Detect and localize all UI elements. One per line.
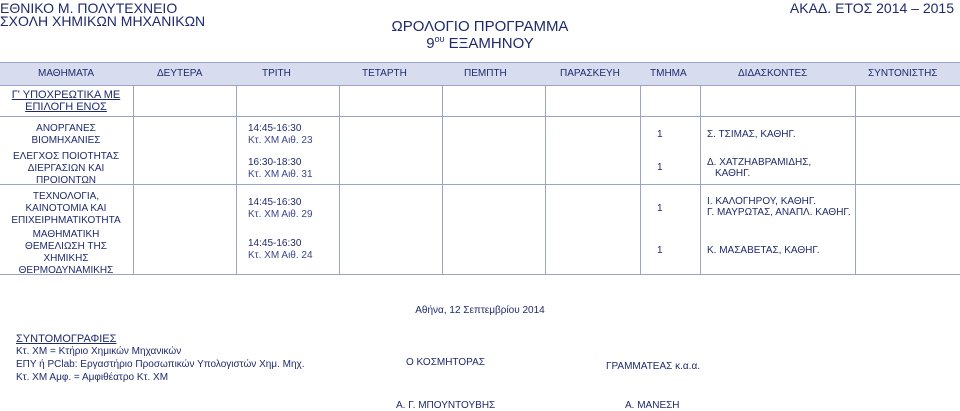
- abbreviation-line: Κτ. ΧΜ = Κτήριο Χημικών Μηχανικών: [16, 346, 182, 357]
- column-divider: [545, 86, 546, 274]
- table-header: [0, 62, 960, 86]
- row-divider: [0, 274, 960, 275]
- school-name: ΣΧΟΛΗ ΧΗΜΙΚΩΝ ΜΗΧΑΝΙΚΩΝ: [0, 13, 206, 29]
- course-teachers: [707, 129, 796, 140]
- col-monday: ΔΕΥΤΕΡΑ: [157, 68, 203, 79]
- secretary-title: ΓΡΑΜΜΑΤΕΑΣ κ.α.α.: [606, 361, 700, 372]
- col-friday: ΠΑΡΑΣΚΕΥΗ: [560, 68, 620, 79]
- teacher-line: Δ. ΧΑΤΖΗΑΒΡΑΜΙΔΗΣ,: [707, 157, 812, 168]
- semester-label: [0, 34, 960, 52]
- academic-year: ΑΚΑΔ. ΕΤΟΣ 2014 – 2015: [789, 0, 954, 16]
- abbreviation-line: Κτ. ΧΜ Αμφ. = Αμφιθέατρο Κτ. ΧΜ: [16, 372, 169, 383]
- semester-number: 9: [426, 35, 435, 52]
- slot-room: Κτ. ΧΜ Αιθ. 29: [248, 209, 313, 220]
- dean-title: Ο ΚΟΣΜΗΤΟΡΑΣ: [406, 357, 485, 368]
- column-divider: [133, 86, 134, 274]
- page-title: ΩΡΟΛΟΓΙΟ ΠΡΟΓΡΑΜΜΑ: [391, 18, 569, 35]
- column-divider: [339, 86, 340, 274]
- slot-room: Κτ. ΧΜ Αιθ. 31: [248, 169, 313, 180]
- slot-time: 16:30-18:30: [248, 157, 302, 168]
- course-name: ΑΝΟΡΓΑΝΕΣ ΒΙΟΜΗΧΑΝΙΕΣ: [31, 123, 101, 146]
- course-name: ΜΑΘΗΜΑΤΙΚΗ ΘΕΜΕΛΙΩΣΗ ΤΗΣ ΧΗΜΙΚΗΣ ΘΕΡΜΟΔΥΝΑΜΙΚΗΣ: [18, 229, 114, 276]
- course-section: 1: [657, 245, 663, 256]
- col-thursday: ΠΕΜΠΤΗ: [464, 68, 507, 79]
- column-divider: [855, 86, 856, 274]
- course-teachers: [707, 196, 851, 218]
- teacher-line: ΚΑΘΗΓ.: [715, 168, 751, 179]
- row-divider: [0, 116, 960, 117]
- column-divider: [442, 86, 443, 274]
- semester-word: ΕΞΑΜΗΝΟΥ: [448, 35, 534, 52]
- course-name: ΤΕΧΝΟΛΟΓΙΑ, ΚΑΙΝΟΤΟΜΙΑ ΚΑΙ ΕΠΙΧΕΙΡΗΜΑΤΙΚΟΤΗΤΑ: [11, 191, 121, 226]
- col-tuesday: ΤΡΙΤΗ: [262, 68, 291, 79]
- slot-room: Κτ. ΧΜ Αιθ. 23: [248, 135, 313, 146]
- teacher-line: Γ. ΜΑΥΡΩΤΑΣ, ΑΝΑΠΛ. ΚΑΘΗΓ.: [707, 207, 851, 218]
- abbreviation-line: ΕΠΥ ή PClab: Εργαστήριο Προσωπικών Υπολογιστών Χημ. Μηχ.: [16, 359, 305, 370]
- course-slot: [248, 238, 313, 262]
- slot-time: 14:45-16:30: [248, 238, 302, 249]
- course-slot: [248, 197, 313, 221]
- abbreviations-heading: ΣΥΝΤΟΜΟΓΡΑΦΙΕΣ: [16, 333, 117, 345]
- semester-ordinal: ου: [434, 34, 445, 44]
- slot-time: 14:45-16:30: [248, 197, 302, 208]
- teacher-line: Ι. ΚΑΛΟΓΗΡΟΥ, ΚΑΘΗΓ.: [707, 196, 817, 207]
- col-courses: ΜΑΘΗΜΑΤΑ: [38, 68, 95, 79]
- course-section: 1: [657, 162, 663, 173]
- col-wednesday: ΤΕΤΑΡΤΗ: [362, 68, 407, 79]
- column-divider: [700, 86, 701, 274]
- category-heading: Γ' ΥΠΟΧΡΕΩΤΙΚΑ ΜΕ ΕΠΙΛΟΓΗ ΕΝΟΣ: [11, 89, 121, 113]
- teacher-line: Σ. ΤΣΙΜΑΣ, ΚΑΘΗΓ.: [707, 129, 796, 140]
- course-slot: [248, 157, 313, 181]
- col-section: ΤΜΗΜΑ: [650, 68, 687, 79]
- row-divider: [0, 184, 960, 185]
- slot-time: 14:45-16:30: [248, 123, 302, 134]
- course-slot: [248, 123, 313, 147]
- column-divider: [236, 86, 237, 274]
- course-teachers: [707, 157, 811, 179]
- document-date: Αθήνα, 12 Σεπτεμβρίου 2014: [415, 305, 545, 316]
- col-teachers: ΔΙΔΑΣΚΟΝΤΕΣ: [738, 68, 808, 79]
- course-name: ΕΛΕΓΧΟΣ ΠΟΙΟΤΗΤΑΣ ΔΙΕΡΓΑΣΙΩΝ ΚΑΙ ΠΡΟΙΟΝΤΩΝ: [12, 151, 120, 186]
- course-teachers: [707, 245, 820, 256]
- university-name: ΕΘΝΙΚΟ Μ. ΠΟΛΥΤΕΧΝΕΙΟ: [0, 0, 178, 16]
- slot-room: Κτ. ΧΜ Αιθ. 24: [248, 250, 313, 261]
- secretary-name: Α. ΜΑΝΕΣΗ: [625, 400, 680, 411]
- dean-name: Α. Γ. ΜΠΟΥΝΤΟΥΒΗΣ: [396, 400, 496, 411]
- course-section: 1: [657, 129, 663, 140]
- col-coordinator: ΣΥΝΤΟΝΙΣΤΗΣ: [868, 68, 938, 79]
- column-divider: [640, 86, 641, 274]
- course-section: 1: [657, 203, 663, 214]
- teacher-line: Κ. ΜΑΣΑΒΕΤΑΣ, ΚΑΘΗΓ.: [707, 245, 820, 256]
